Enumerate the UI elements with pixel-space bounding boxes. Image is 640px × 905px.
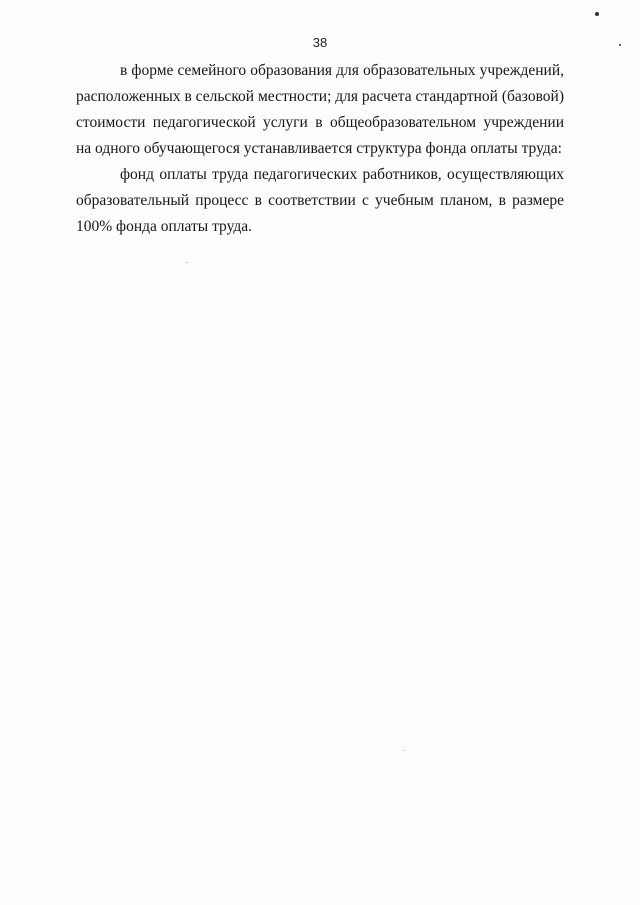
body-text (76, 58, 564, 240)
scan-speck (186, 262, 187, 263)
paragraph-1: в форме семейного образования для образовательных учреждений, расположенных в сельской местности; для расчета стандартной (базовой) стоимости педагогической услуги в общеобразовательном учреждении на одного обучающегося устанавливается структура фонда оплаты труда: (76, 62, 564, 157)
scan-speck (595, 12, 599, 16)
page-number: 38 (312, 35, 328, 50)
paragraph-2: фонд оплаты труда педагогических работников, осуществляющих образовательный процесс в соответствии с учебным планом, в размере 100% фонда оплаты труда. (76, 166, 564, 235)
scan-speck (404, 750, 405, 751)
scan-speck (619, 44, 621, 46)
